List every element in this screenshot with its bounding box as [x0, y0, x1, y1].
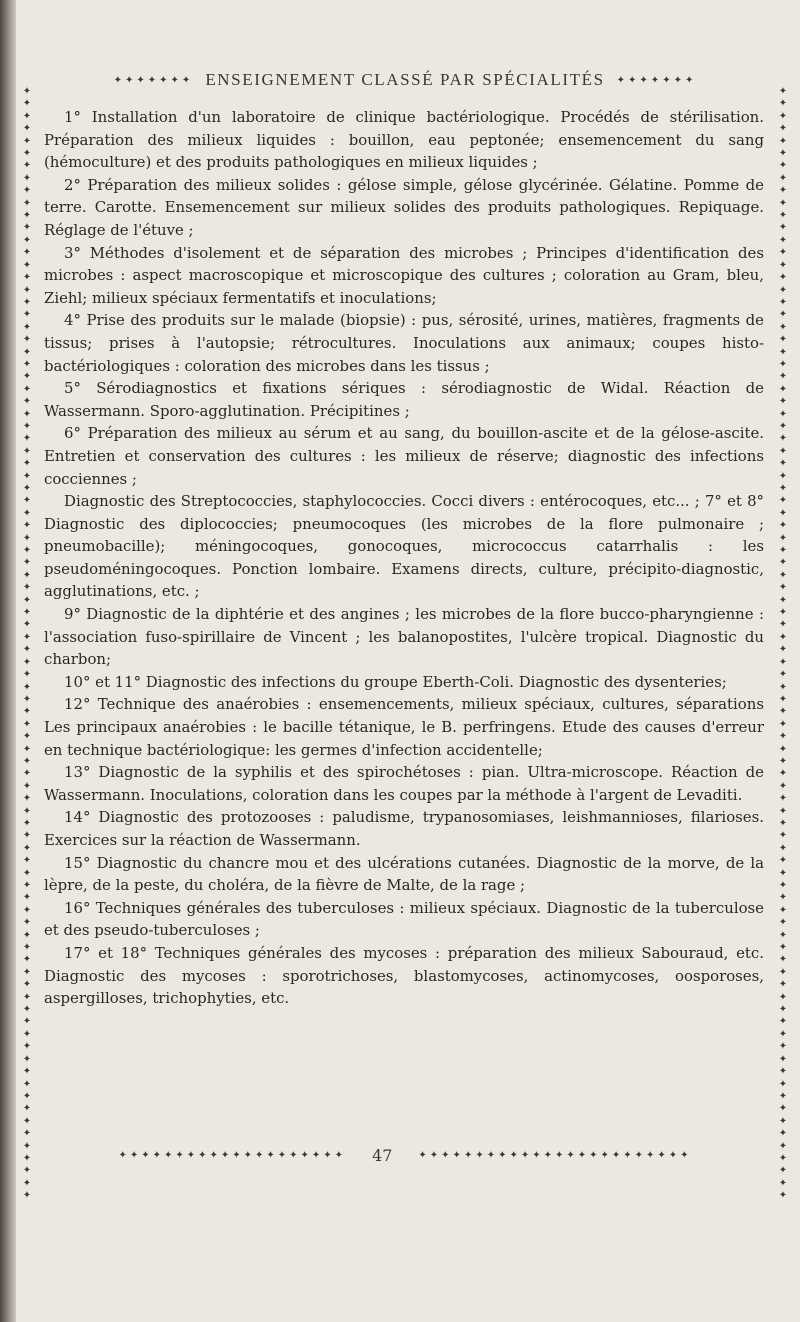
- syllabus-paragraph-10: 12° Technique des anaérobies : ensemencements, milieux spéciaux, cultures, séparations Les principaux anaérobies : le bacille tétanique, le B. perfringens. Etude des causes d'erreur en technique bactériologique: les germes d'infection accidentelle;: [44, 695, 764, 759]
- syllabus-paragraph-5: 5° Sérodiagnostics et fixations sériques : sérodiagnostic de Widal. Réaction de Wassermann. Sporo-agglutination. Précipitines ;: [44, 379, 764, 420]
- syllabus-paragraph-1: 1° Installation d'un laboratoire de clinique bactériologique. Procédés de stérilisation. Préparation des milieux liquides : bouillon, eau peptonée; ensemencement du sang (hémoculture) et des produits pathologiques en milieux liquides ;: [44, 108, 764, 172]
- syllabus-paragraph-15: 17° et 18° Techniques générales des mycoses : préparation des milieux Sabouraud, etc. Diagnostic des mycoses : sporotrichoses, blastomycoses, actinomycoses, oosporoses, aspergilloses, trichophyties, etc.: [44, 943, 764, 1008]
- syllabus-paragraph-8: 9° Diagnostic de la diphtérie et des angines ; les microbes de la flore bucco-pharyngienne : l'association fuso-spirillaire de Vincent ; les balanopostites, l'ulcère tropical. Diagnostic du charbon;: [44, 605, 764, 669]
- syllabus-paragraph-12: 14° Diagnostic des protozooses : paludisme, trypanosomiases, leishmannioses, filarioses. Exercices sur la réaction de Wassermann.: [44, 808, 764, 849]
- ornamental-frame: [20, 68, 796, 1202]
- syllabus-paragraph-7: Diagnostic des Streptococcies, staphylococcies. Cocci divers : entérocoques, etc... ; 7° et 8° Diagnostic des diplococcies; pneumocoques (les microbes de la flore pulmonaire ; pneumobacille); méningocoques, gonocoques, micrococcus catarrhalis : les pseudoméningocoques. Ponction lombaire. Examens directs, culture, précipito-diagnostic, agglutinations, etc. ;: [44, 492, 764, 601]
- right-ornament-border: ✦ ✦ ✦ ✦ ✦ ✦ ✦ ✦ ✦ ✦ ✦ ✦ ✦ ✦ ✦ ✦ ✦ ✦ ✦ ✦ ✦ ✦ ✦ ✦ ✦ ✦ ✦ ✦ ✦ ✦ ✦ ✦ ✦ ✦ ✦ ✦ ✦ ✦ ✦ ✦ ✦ ✦ ✦ ✦ ✦ ✦ ✦ ✦ ✦ ✦ ✦ ✦ ✦ ✦ ✦ ✦ ✦ ✦ ✦ ✦ ✦ ✦ ✦ ✦ ✦ ✦ ✦ ✦ ✦ ✦ ✦ ✦ ✦ ✦ ✦ ✦ ✦ ✦ ✦ ✦ ✦ ✦ ✦ ✦ ✦ ✦ ✦ ✦ ✦ ✦: [778, 86, 788, 1202]
- running-footer: [20, 1144, 790, 1166]
- syllabus-paragraph-4: 4° Prise des produits sur le malade (biopsie) : pus, sérosité, urines, matières, fragments de tissus; prises à l'autopsie; rétrocultures. Inoculations aux animaux; coupes histo-bactériologiques : coloration des microbes dans les tissus ;: [44, 311, 764, 375]
- header-title: ENSEIGNEMENT CLASSÉ PAR SPÉCIALITÉS: [205, 70, 605, 89]
- syllabus-paragraph-11: 13° Diagnostic de la syphilis et des spirochétoses : pian. Ultra-microscope. Réaction de Wassermann. Inoculations, coloration dans les coupes par la méthode à l'argent de Levaditi.: [44, 763, 764, 804]
- footer-ornament-left: ✦✦✦✦✦✦✦✦✦✦✦✦✦✦✦✦✦✦✦✦: [118, 1149, 347, 1161]
- syllabus-paragraph-6: 6° Préparation des milieux au sérum et au sang, du bouillon-ascite et de la gélose-ascite. Entretien et conservation des cultures : les milieux de réserve; diagnostic des infections cocciennes ;: [44, 424, 764, 488]
- page-number: 47: [372, 1145, 393, 1165]
- left-ornament-border: ✦ ✦ ✦ ✦ ✦ ✦ ✦ ✦ ✦ ✦ ✦ ✦ ✦ ✦ ✦ ✦ ✦ ✦ ✦ ✦ ✦ ✦ ✦ ✦ ✦ ✦ ✦ ✦ ✦ ✦ ✦ ✦ ✦ ✦ ✦ ✦ ✦ ✦ ✦ ✦ ✦ ✦ ✦ ✦ ✦ ✦ ✦ ✦ ✦ ✦ ✦ ✦ ✦ ✦ ✦ ✦ ✦ ✦ ✦ ✦ ✦ ✦ ✦ ✦ ✦ ✦ ✦ ✦ ✦ ✦ ✦ ✦ ✦ ✦ ✦ ✦ ✦ ✦ ✦ ✦ ✦ ✦ ✦ ✦ ✦ ✦ ✦ ✦ ✦ ✦: [22, 86, 32, 1202]
- syllabus-paragraph-3: 3° Méthodes d'isolement et de séparation des microbes ; Principes d'identification des microbes : aspect macroscopique et microscopique des cultures ; coloration au Gram, bleu, Ziehl; milieux spéciaux fermentatifs et inoculations;: [44, 243, 764, 307]
- book-page: [16, 0, 800, 1322]
- footer-ornament-right: ✦✦✦✦✦✦✦✦✦✦✦✦✦✦✦✦✦✦✦✦✦✦✦✦: [418, 1149, 692, 1161]
- syllabus-paragraph-14: 16° Techniques générales des tuberculoses : milieux spéciaux. Diagnostic de la tuberculose et des pseudo-tuberculoses ;: [44, 898, 764, 940]
- book-spine-shadow: [0, 0, 16, 1322]
- header-ornament-right: ✦✦✦✦✦✦✦: [616, 74, 697, 86]
- course-syllabus-text: [44, 106, 764, 1010]
- header-ornament-left: ✦✦✦✦✦✦✦: [113, 74, 194, 86]
- syllabus-paragraph-2: 2° Préparation des milieux solides : gélose simple, gélose glycérinée. Gélatine. Pomme de terre. Carotte. Ensemencement sur milieux solides des produits pathologiques. Repiquage. Réglage de l'étuve ;: [44, 175, 764, 239]
- syllabus-paragraph-9: 10° et 11° Diagnostic des infections du groupe Eberth-Coli. Diagnostic des dysenteries;: [64, 672, 727, 691]
- syllabus-paragraph-13: 15° Diagnostic du chancre mou et des ulcérations cutanées. Diagnostic de la morve, de la lèpre, de la peste, du choléra, de la fièvre de Malte, de la rage ;: [44, 853, 764, 895]
- running-header: [20, 68, 790, 92]
